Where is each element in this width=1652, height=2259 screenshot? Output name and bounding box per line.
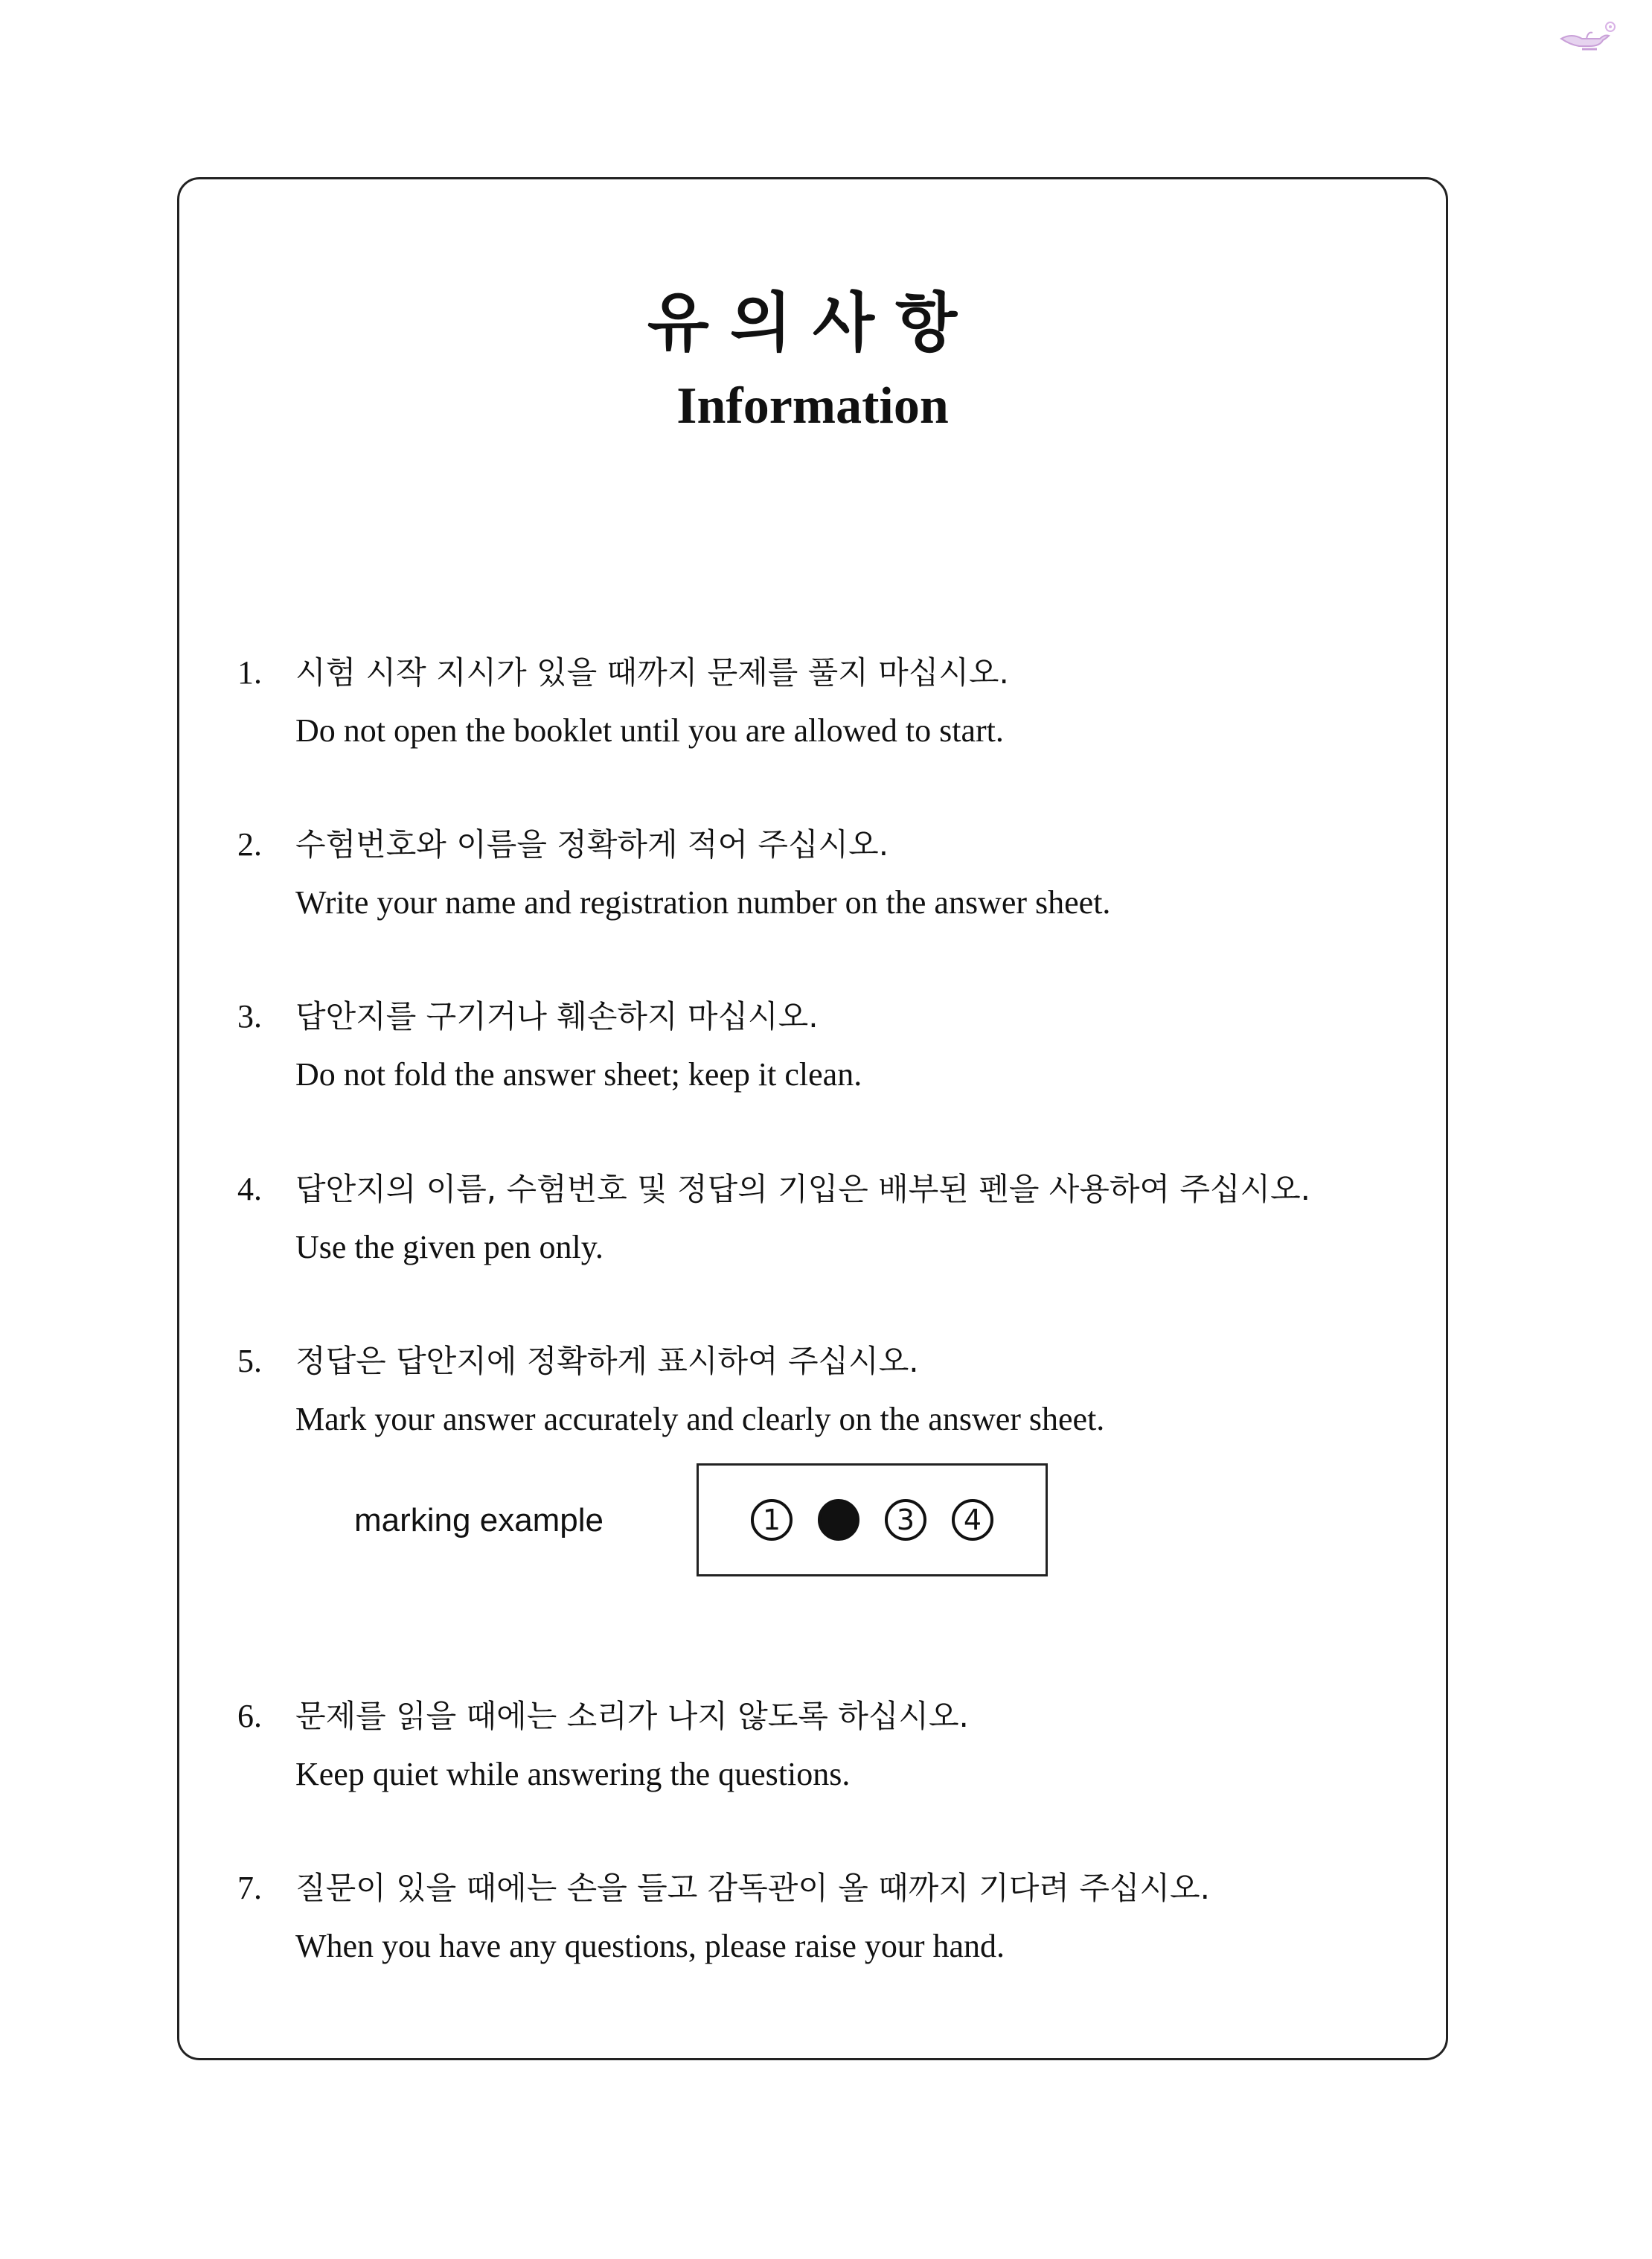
item-text-english: Keep quiet while answering the questions. [295, 1756, 851, 1792]
item-number: 5. [237, 1343, 262, 1379]
magic-lamp-icon [1557, 16, 1619, 52]
page-title-korean: 유의사항 [647, 286, 979, 360]
item-text-korean: 문제를 읽을 때에는 소리가 나지 않도록 하십시오. [295, 1698, 969, 1734]
item-text-korean: 시험 시작 지시가 있을 때까지 문제를 풀지 마십시오. [295, 654, 1009, 691]
item-text-english: When you have any questions, please raise your hand. [295, 1928, 1005, 1964]
item-text-english: Do not open the booklet until you are allowed to start. [295, 712, 1004, 749]
item-text-korean: 정답은 답안지에 정확하게 표시하여 주십시오. [295, 1343, 919, 1379]
item-text-korean: 질문이 있을 때에는 손을 들고 감독관이 올 때까지 기다려 주십시오. [295, 1870, 1210, 1906]
item-text-english: Do not fold the answer sheet; keep it clean. [295, 1056, 862, 1093]
item-text-korean: 답안지를 구기거나 훼손하지 마십시오. [295, 998, 819, 1035]
item-number: 7. [237, 1870, 262, 1906]
item-number: 1. [237, 654, 262, 691]
page-title-english: Information [676, 377, 949, 435]
item-text-korean: 답안지의 이름, 수험번호 및 정답의 기입은 배부된 펜을 사용하여 주십시오. [295, 1171, 1311, 1207]
marking-option-1: 1 [751, 1499, 793, 1541]
item-number: 6. [237, 1698, 262, 1734]
marking-option-3: 3 [885, 1499, 926, 1541]
marking-example-box [697, 1463, 1048, 1576]
item-text-korean: 수험번호와 이름을 정확하게 적어 주십시오. [295, 826, 889, 863]
marking-example-label: marking example [354, 1502, 604, 1539]
marking-option-4: 4 [952, 1499, 993, 1541]
item-text-english: Use the given pen only. [295, 1229, 604, 1265]
item-number: 2. [237, 826, 262, 863]
item-text-english: Write your name and registration number on the answer sheet. [295, 884, 1111, 921]
item-number: 4. [237, 1171, 262, 1207]
item-number: 3. [237, 998, 262, 1035]
item-text-english: Mark your answer accurately and clearly on the answer sheet. [295, 1401, 1105, 1437]
information-frame [177, 177, 1448, 2060]
marking-option-2-filled [818, 1499, 859, 1541]
